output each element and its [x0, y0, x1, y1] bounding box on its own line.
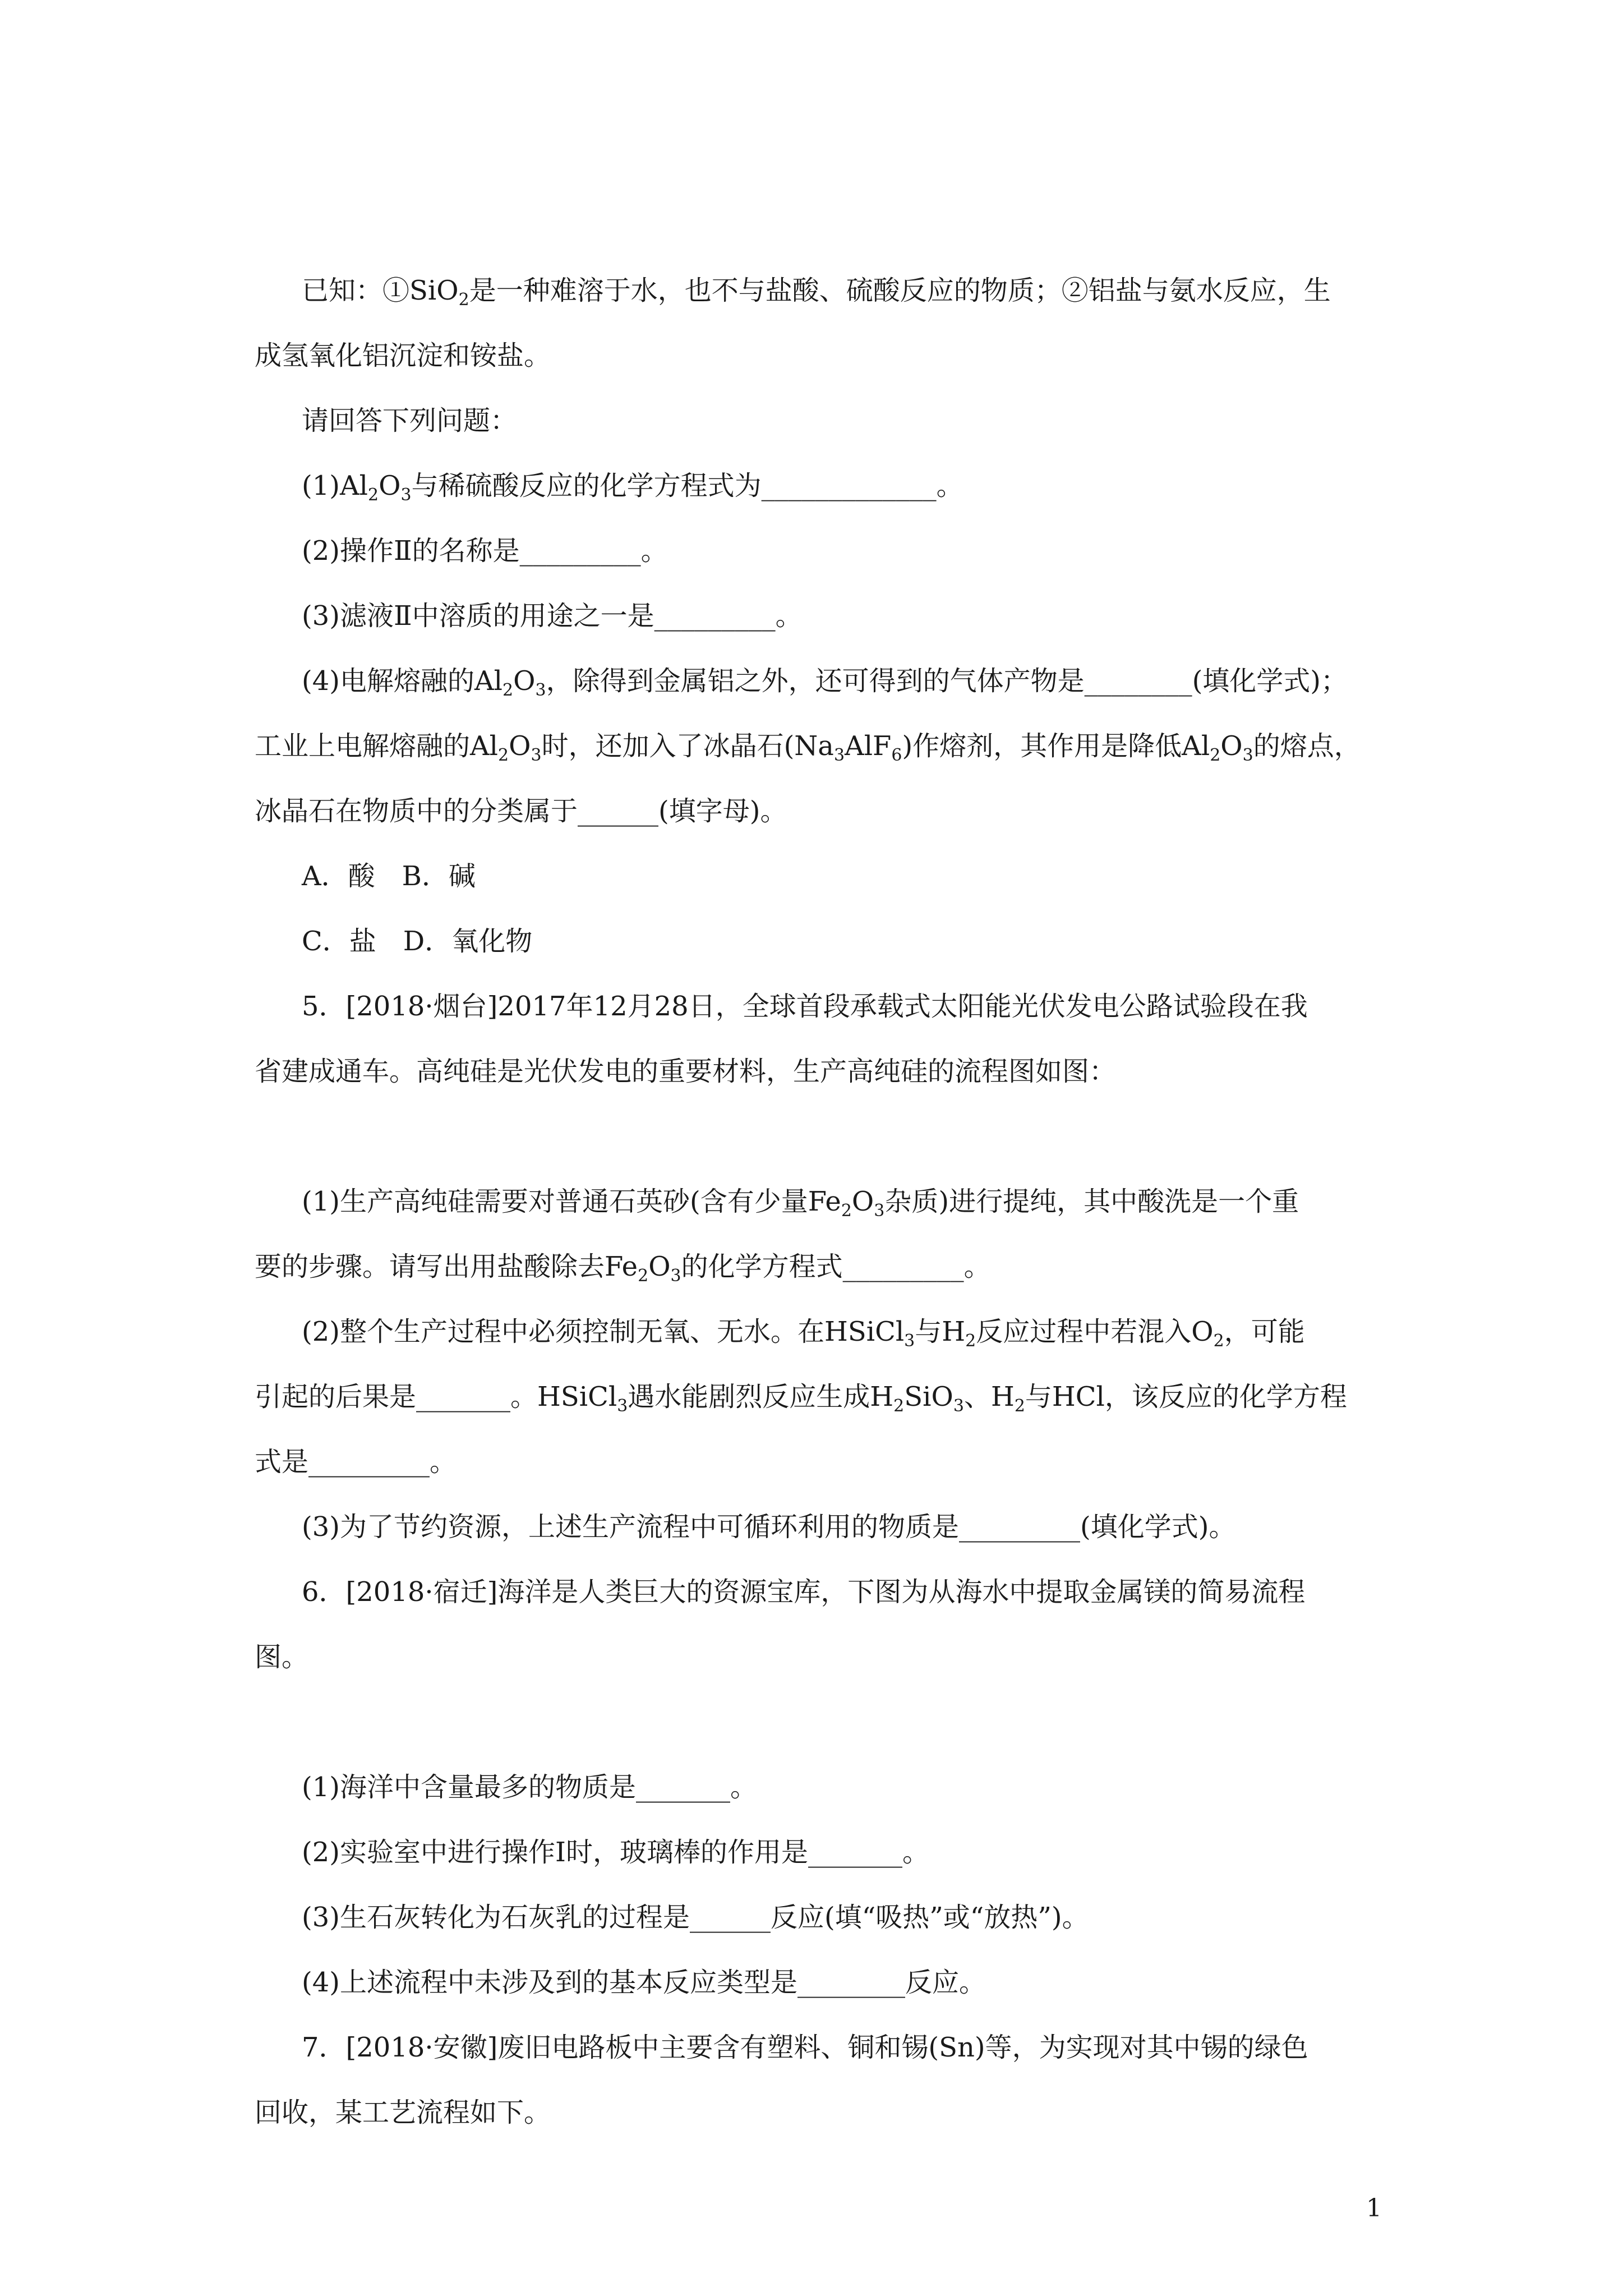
text-line: 要的步骤。请写出用盐酸除去$Fe_2O_3$的化学方程式_________。	[255, 1251, 991, 1286]
option-line: C．盐 D．氧化物	[302, 926, 533, 957]
text-line: (2)整个生产过程中必须控制无氧、无水。在HSiCl$_3$与$H_2$反应过程中若混入$O_2$，可能	[302, 1316, 1305, 1351]
text-line: 省建成通车。高纯硅是光伏发电的重要材料，生产高纯硅的流程图如图：	[255, 1056, 1117, 1087]
text-line: (2)操作Ⅱ的名称是_________。	[302, 535, 668, 567]
text-line: 式是_________。	[255, 1446, 457, 1478]
text-line: $(1)Al_2O_3$与稀硫酸反应的化学方程式为_____________。	[302, 470, 963, 505]
option-line: A．酸 B．碱	[302, 861, 476, 892]
text-line: (4)上述流程中未涉及到的基本反应类型是________反应。	[302, 1967, 986, 1998]
text-line: (4)电解熔融的$Al_2O_3$，除得到金属铝之外，还可得到的气体产物是________(填化学式)；	[302, 665, 1348, 700]
text-line: 图。	[255, 1641, 309, 1673]
text-line: (3)为了节约资源，上述生产流程中可循环利用的物质是_________(填化学式)。	[302, 1511, 1236, 1543]
text-line: 成氢氧化铝沉淀和铵盐。	[255, 340, 551, 371]
question-heading: 5．[2018·烟台]2017年12月28日，全球首段承载式太阳能光伏发电公路试验段在我	[302, 991, 1308, 1022]
text-line: (1)海洋中含量最多的物质是_______。	[302, 1772, 757, 1803]
text-line: (3)生石灰转化为石灰乳的过程是______反应(填“吸热”或“放热”)。	[302, 1902, 1089, 1933]
text-line: 引起的后果是_______。HSiCl$_3$遇水能剧烈反应生成$H_2SiO_3$、$H_2$与HCl，该反应的化学方程	[255, 1381, 1347, 1416]
text-line: (3)滤液Ⅱ中溶质的用途之一是_________。	[302, 600, 803, 632]
text-line: (2)实验室中进行操作Ⅰ时，玻璃棒的作用是_______。	[302, 1837, 929, 1868]
text-line: 已知：①SiO$_2$是一种难溶于水，也不与盐酸、硫酸反应的物质；②铝盐与氨水反应，生	[302, 275, 1331, 310]
page-number: 1	[1366, 2194, 1382, 2223]
question-heading: 7．[2018·安徽]废旧电路板中主要含有塑料、铜和锡(Sn)等，为实现对其中锡的绿色	[302, 2032, 1308, 2063]
text-line: 冰晶石在物质中的分类属于______(填字母)。	[255, 795, 787, 827]
question-heading: 6．[2018·宿迁]海洋是人类巨大的资源宝库，下图为从海水中提取金属镁的简易流程	[302, 1576, 1306, 1608]
text-line: 请回答下列问题：	[302, 405, 518, 436]
text-line: (1)生产高纯硅需要对普通石英砂(含有少量$Fe_2O_3$杂质)进行提纯，其中酸洗是一个重	[302, 1186, 1299, 1221]
text-line: 回收，某工艺流程如下。	[255, 2097, 551, 2128]
text-line: 工业上电解熔融的$Al_2O_3$时，还加入了冰晶石$(Na_3AlF_6)$作熔剂，其作用是降低$Al_2O_3$的熔点，	[255, 730, 1361, 765]
